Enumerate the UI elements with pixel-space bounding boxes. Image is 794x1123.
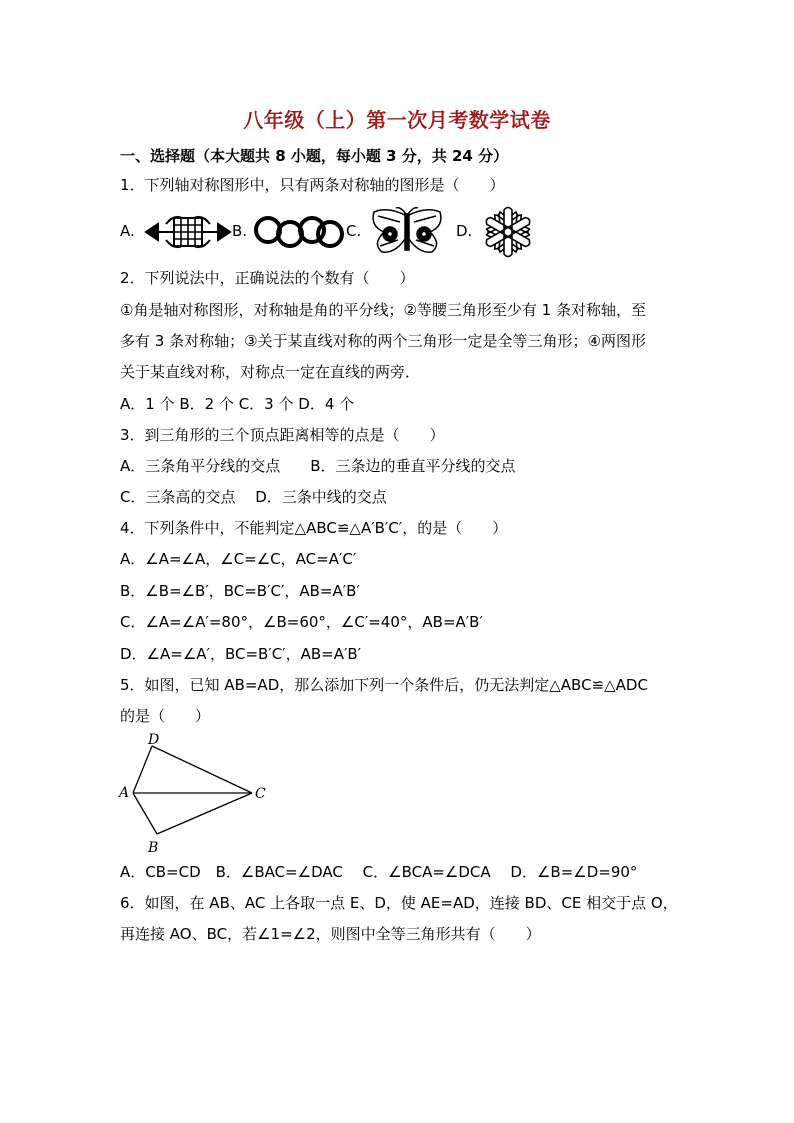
question-2-stem: 2．下列说法中，正确说法的个数有（ ） bbox=[120, 269, 415, 287]
option-c-label: C. bbox=[346, 222, 362, 240]
question-4-stem: 4．下列条件中，不能判定△ABC≌△A′B′C′，的是（ ） bbox=[120, 519, 508, 537]
vertex-label-a: A bbox=[119, 785, 130, 801]
question-4-option-a: A．∠A=∠A，∠C=∠C，AC=A′C′ bbox=[120, 550, 357, 568]
option-a-label: A. bbox=[120, 222, 135, 240]
question-5-options: A．CB=CD B．∠BAC=∠DAC C．∠BCA=∠DCA D．∠B=∠D=90° bbox=[120, 863, 638, 881]
option-d-label: D. bbox=[456, 222, 473, 240]
vertex-label-d: D bbox=[148, 732, 160, 748]
olympic-rings-icon bbox=[252, 212, 344, 252]
question-3-option-row: C．三条高的交点 D．三条中线的交点 bbox=[120, 488, 387, 506]
question-3-option-row: A．三条角平分线的交点 B．三条边的垂直平分线的交点 bbox=[120, 457, 516, 475]
question-6-stem: 6．如图，在 AB、AC 上各取一点 E、D，使 AE=AD，连接 BD、CE 相交于点 O， bbox=[120, 894, 678, 912]
question-4-option-c: C．∠A=∠A′=80°，∠B=60°，∠C′=40°，AB=A′B′ bbox=[120, 613, 483, 631]
butterfly-icon bbox=[370, 206, 444, 256]
vertex-label-c: C bbox=[255, 786, 266, 802]
chinese-knot-icon bbox=[144, 210, 232, 254]
page-title: 八年级（上）第一次月考数学试卷 bbox=[243, 108, 551, 132]
question-2-options: A．1 个 B．2 个 C．3 个 D．4 个 bbox=[120, 395, 355, 413]
question-5-stem-cont: 的是（ ） bbox=[120, 707, 211, 725]
vertex-label-b: B bbox=[148, 840, 159, 856]
question-4-option-d: D．∠A=∠A′，BC=B′C′，AB=A′B′ bbox=[120, 645, 362, 663]
quadrilateral-figure bbox=[112, 730, 272, 856]
question-5-stem: 5．如图，已知 AB=AD，那么添加下列一个条件后，仍无法判定△ABC≌△ADC bbox=[120, 676, 648, 694]
question-3-stem: 3．到三角形的三个顶点距离相等的点是（ ） bbox=[120, 426, 445, 444]
question-2-body-line: 多有 3 条对称轴；③关于某直线对称的两个三角形一定是全等三角形；④两图形 bbox=[120, 332, 646, 350]
question-1-stem: 1．下列轴对称图形中，只有两条对称轴的图形是（ ） bbox=[120, 176, 505, 194]
question-6-stem-cont: 再连接 AO、BC，若∠1=∠2，则图中全等三角形共有（ ） bbox=[120, 925, 541, 943]
question-1-options bbox=[120, 204, 680, 260]
question-2-body-line: ①角是轴对称图形，对称轴是角的平分线；②等腰三角形至少有 1 条对称轴，至 bbox=[120, 301, 646, 319]
section-heading: 一、选择题（本大题共 8 小题，每小题 3 分，共 24 分） bbox=[120, 147, 509, 165]
snowflake-icon bbox=[478, 204, 538, 260]
question-2-body-line: 关于某直线对称，对称点一定在直线的两旁． bbox=[120, 363, 421, 381]
question-4-option-b: B．∠B=∠B′，BC=B′C′，AB=A′B′ bbox=[120, 582, 360, 600]
option-b-label: B. bbox=[232, 222, 248, 240]
